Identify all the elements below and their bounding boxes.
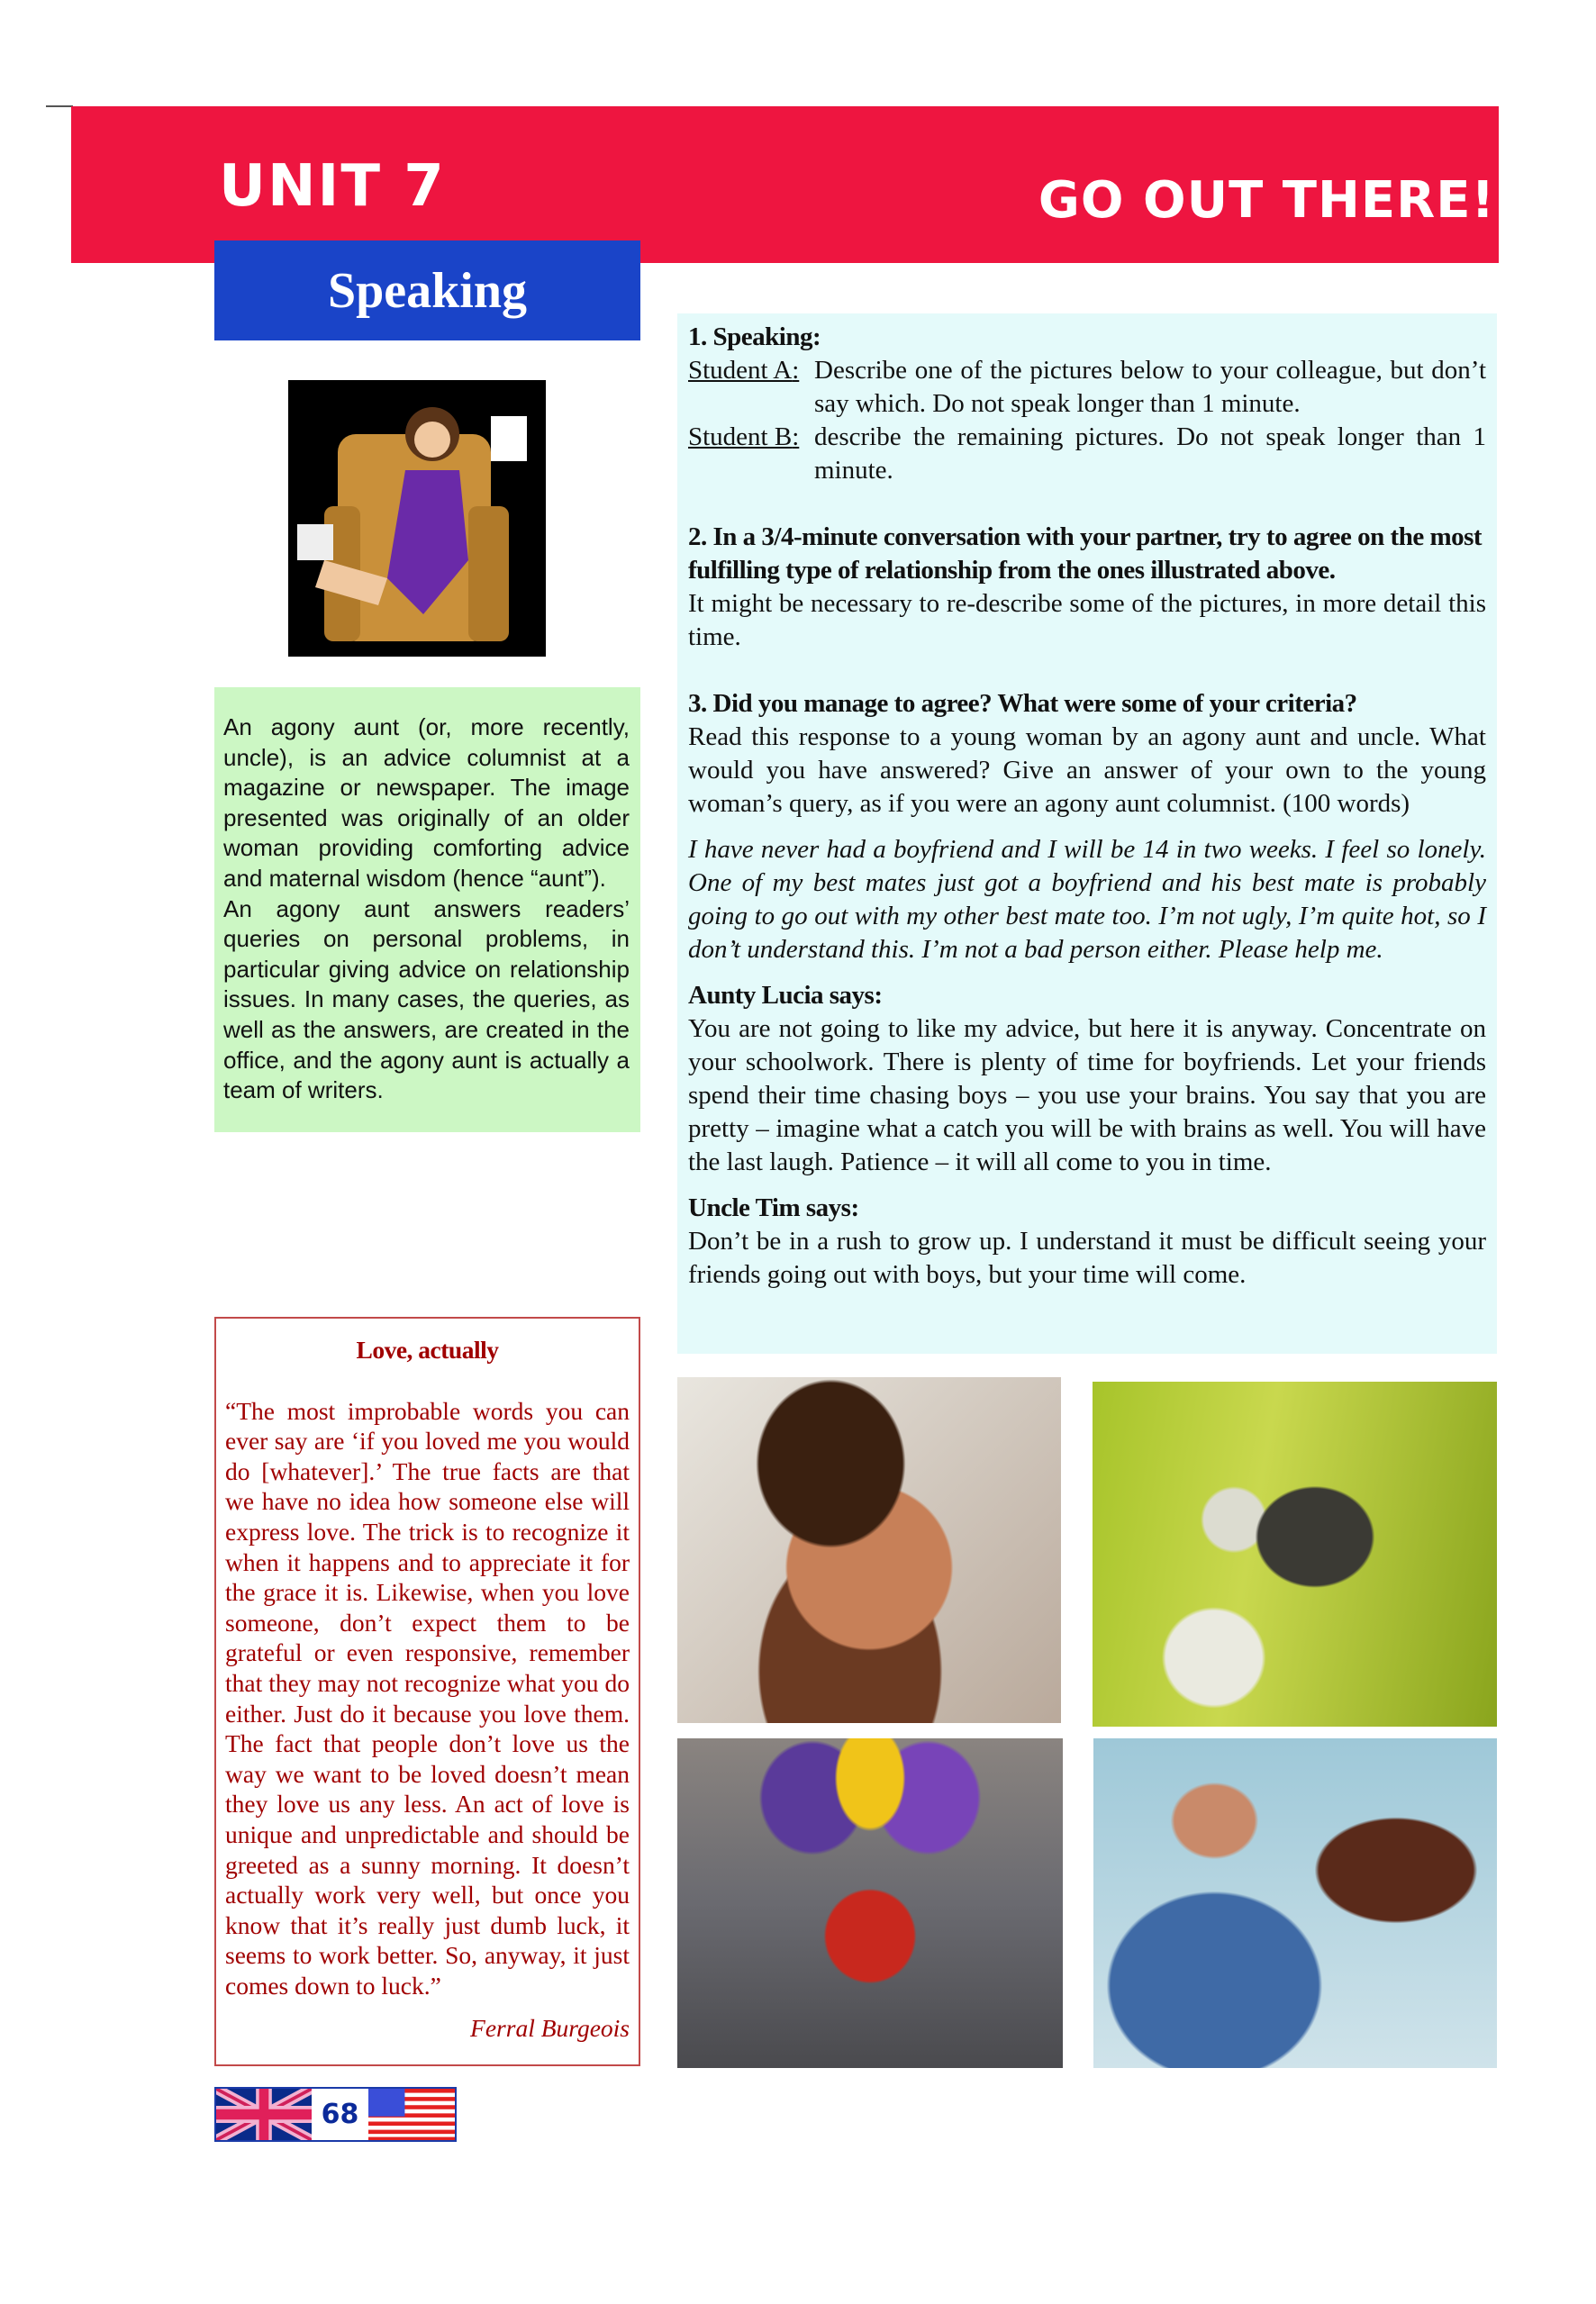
student-a-row: Student A: Describe one of the pictures below to your colleague, but don’t say which. Do not speak longer than 1 minute. <box>688 354 1486 421</box>
section-label: Speaking <box>214 240 640 340</box>
agony-aunt-info-box <box>214 687 640 1132</box>
task-1-heading: 1. Speaking: <box>688 322 821 351</box>
task-3-heading: 3. Did you manage to agree? What were some of your criteria? <box>688 689 1357 718</box>
uncle-heading: Uncle Tim says: <box>688 1193 859 1222</box>
student-a-text: Describe one of the pictures below to your colleague, but don’t say which. Do not speak longer than 1 minute. <box>814 356 1486 418</box>
uncle-answer: Don’t be in a rush to grow up. I understand it must be difficult seeing your friends going out with boys, but your time will come. <box>688 1227 1486 1289</box>
quote-author: Ferral Burgeois <box>470 2014 630 2043</box>
task-3-text: Read this response to a young woman by an agony aunt and uncle. What would you have answered? Give an answer of your own to the young woman’s query, as if you were an agony aunt columnist. (100 words) <box>688 722 1486 818</box>
student-a-label: Student A <box>688 356 793 385</box>
uk-flag-icon <box>216 2089 312 2140</box>
photo-laughing-couple <box>677 1377 1061 1723</box>
top-rule <box>46 105 73 107</box>
info-paragraph: An agony aunt (or, more recently, uncle), is an advice columnist at a magazine or newspaper. The image presented was originally of an older woman providing comforting advice and maternal wisdom (hence “aunt”). <box>223 713 630 892</box>
reader-letter: I have never had a boyfriend and I will be 14 in two weeks. I feel so lonely. One of my best mates just got a boyfriend and his best mate is probably going to go out with my other best mate too. I’m not ugly, I’m quite hot, so I don’t understand this. I’m not a bad person either. Please help me. <box>688 835 1486 964</box>
task-2-heading: 2. In a 3/4-minute conversation with your partner, try to agree on the most fulfilling type of relationship from the ones illustrated above. <box>688 522 1483 585</box>
unit-title: GO OUT THERE! <box>1038 171 1495 230</box>
photo-embracing-couple <box>1093 1738 1497 2068</box>
quote-box <box>214 1317 640 2066</box>
tasks-panel <box>677 313 1497 1354</box>
unit-label: UNIT 7 <box>219 153 446 220</box>
page-number-badge <box>214 2087 457 2142</box>
page-number: 68 <box>321 2099 359 2130</box>
student-b-row: Student B: describe the remaining pictures. Do not speak longer than 1 minute. <box>688 421 1486 487</box>
photo-couple-on-bicycle <box>1093 1382 1497 1727</box>
quote-title: Love, actually <box>356 1336 499 1364</box>
student-b-label: Student B <box>688 422 793 451</box>
agony-aunt-cartoon-image <box>288 380 546 657</box>
photo-couple-under-umbrella <box>677 1738 1063 2068</box>
task-2-text: It might be necessary to re-describe some of the pictures, in more detail this time. <box>688 589 1486 651</box>
student-b-text: describe the remaining pictures. Do not speak longer than 1 minute. <box>814 422 1486 485</box>
aunt-answer: You are not going to like my advice, but here it is anyway. Concentrate on your schoolwork. There is plenty of time for boyfriends. Let your friends spend their time chasing boys – you use your brains. You say that you are pretty – imagine what a catch you will be with brains as well. You will have the last laugh. Patience – it will all come to you in time. <box>688 1014 1486 1176</box>
aunt-heading: Aunty Lucia says: <box>688 981 883 1010</box>
info-paragraph: An agony aunt answers readers’ queries on personal problems, in particular giving advice on relationship issues. In many cases, the queries, as well as the answers, are created in the office, and the agony aunt is actually a team of writers. <box>223 894 630 1104</box>
quote-text: “The most improbable words you can ever say are ‘if you loved me you would do [whatever].’ The true facts are that we have no idea how someone else will express love. The trick is to recognize it when it happens and to appreciate it for the grace it is. Likewise, when you love someone, don’t expect them to be grateful or even responsive, remember that they may not recognize what you do either. Just do it because you love them. The fact that people don’t love us the way we want to be loved doesn’t mean they love us any less. An act of love is unique and unpredictable and should be greeted as a sunny morning. It doesn’t actually work very well, but once you know that it’s really just dumb luck, it seems to work better. So, anyway, it just comes down to luck.” <box>225 1396 630 2000</box>
us-flag-icon <box>368 2089 455 2140</box>
